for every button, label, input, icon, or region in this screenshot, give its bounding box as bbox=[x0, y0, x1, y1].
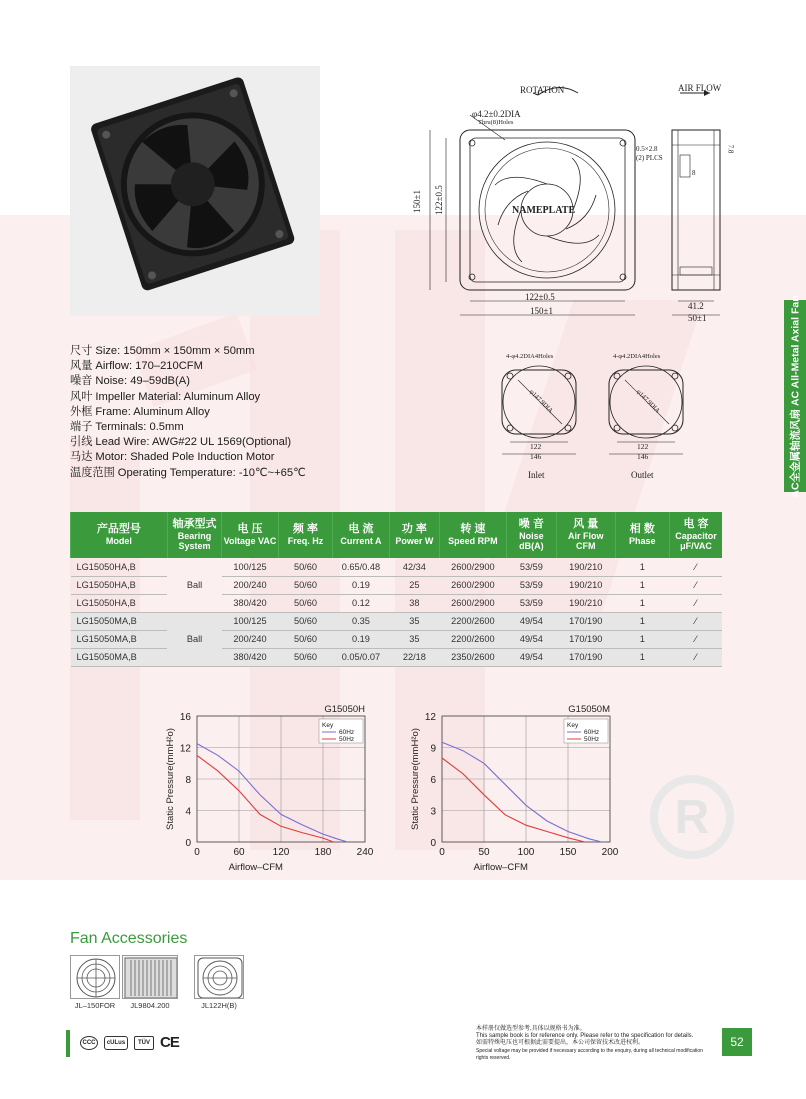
outlet-label: Outlet bbox=[631, 470, 654, 480]
spec-noise-en: Noise: 49–59dB(A) bbox=[95, 375, 190, 388]
spec-airflow bbox=[70, 359, 306, 374]
legend-label: 60Hz bbox=[584, 729, 600, 736]
inlet-dim-122: 122 bbox=[530, 442, 542, 451]
fan-product-photo bbox=[70, 66, 320, 316]
cell-noise: 53/59 bbox=[506, 558, 556, 576]
cell-power: 35 bbox=[389, 630, 439, 648]
cell-phase: 1 bbox=[615, 630, 669, 648]
cell-freq: 50/60 bbox=[278, 630, 332, 648]
legend-key: Key bbox=[322, 722, 334, 729]
accessory-item bbox=[194, 955, 244, 1010]
cell-noise: 49/54 bbox=[506, 612, 556, 630]
cell-voltage: 380/420 bbox=[222, 594, 278, 612]
th-airflow: 风 量 Air Flow CFM bbox=[557, 512, 615, 558]
spec-size-cn: 尺寸 bbox=[70, 345, 93, 357]
cell-noise: 53/59 bbox=[506, 594, 556, 612]
cell-freq: 50/60 bbox=[278, 594, 332, 612]
cell-speed: 2600/2900 bbox=[440, 576, 507, 594]
fan-guard-icon bbox=[70, 955, 120, 999]
x-tick-label: 240 bbox=[356, 847, 374, 858]
spec-frame-cn: 外框 bbox=[70, 405, 93, 418]
spec-frame-en: Frame: Aluminum Alloy bbox=[95, 405, 210, 418]
spec-size bbox=[70, 344, 306, 359]
cell-current: 0.05/0.07 bbox=[333, 648, 389, 666]
accessory-label: JL122H(B) bbox=[201, 1001, 237, 1010]
cell-capacitor: ⁄ bbox=[669, 648, 722, 666]
cell-freq: 50/60 bbox=[278, 612, 332, 630]
cell-phase: 1 bbox=[615, 576, 669, 594]
spec-list bbox=[70, 344, 306, 481]
cell-speed: 2600/2900 bbox=[440, 558, 507, 576]
cell-voltage: 200/240 bbox=[222, 630, 278, 648]
footnote-line: 本样册仅做选型参考,具体以规格书为准。 bbox=[476, 1026, 586, 1032]
y-tick-label: 4 bbox=[185, 806, 191, 818]
spec-airflow-en: Airflow: 170–210CFM bbox=[95, 360, 203, 373]
cell-airflow: 170/190 bbox=[557, 612, 615, 630]
cell-speed: 2350/2600 bbox=[440, 648, 507, 666]
spec-noise-cn: 噪音 bbox=[70, 375, 93, 388]
spec-impeller bbox=[70, 390, 306, 405]
th-voltage: 电 压 Voltage VAC bbox=[222, 512, 278, 558]
dim-41-2: 41.2 bbox=[688, 301, 704, 311]
y-axis-label: Static Pressure(mmH²o) bbox=[410, 728, 421, 830]
cell-phase: 1 bbox=[615, 612, 669, 630]
y-axis-label: Static Pressure(mmH²o) bbox=[165, 728, 176, 830]
y-tick-label: 3 bbox=[430, 806, 436, 818]
th-capacitor: 电 容 Capacitor μF/VAC bbox=[669, 512, 722, 558]
cell-current: 0.65/0.48 bbox=[333, 558, 389, 576]
watermark-registered-icon: R bbox=[650, 775, 734, 859]
cell-power: 25 bbox=[389, 576, 439, 594]
cell-freq: 50/60 bbox=[278, 558, 332, 576]
cell-voltage: 100/125 bbox=[222, 558, 278, 576]
spec-temperature bbox=[70, 466, 306, 481]
spec-lead-wire-en: Lead Wire: AWG#22 UL 1569(Optional) bbox=[95, 436, 292, 449]
cell-capacitor: ⁄ bbox=[669, 594, 722, 612]
fan-photo-image bbox=[70, 66, 320, 316]
th-power: 功 率 Power W bbox=[389, 512, 439, 558]
side-category-tab bbox=[784, 294, 806, 498]
y-tick-label: 0 bbox=[430, 838, 436, 849]
ce-icon: CE bbox=[160, 1034, 179, 1051]
x-tick-label: 100 bbox=[517, 847, 535, 858]
footnote-line: This sample book is for reference only. Please refer to the specification for details. bbox=[476, 1033, 694, 1040]
cell-power: 22/18 bbox=[389, 648, 439, 666]
front-view-svg bbox=[410, 75, 650, 325]
cell-airflow: 190/210 bbox=[557, 576, 615, 594]
page-number: 52 bbox=[722, 1028, 752, 1056]
spec-motor-en: Motor: Shaded Pole Induction Motor bbox=[95, 451, 275, 464]
legend-label: 50Hz bbox=[584, 736, 600, 743]
terminal-note-1: 0.5×2.8 bbox=[636, 145, 658, 153]
th-phase: 相 数 Phase bbox=[615, 512, 669, 558]
cell-noise: 49/54 bbox=[506, 648, 556, 666]
x-tick-label: 60 bbox=[233, 847, 245, 858]
y-tick-label: 12 bbox=[424, 712, 436, 723]
outlet-drawing bbox=[597, 350, 697, 480]
tuv-icon: TÜV bbox=[134, 1036, 154, 1050]
cert-accent-bar bbox=[66, 1030, 70, 1057]
table-row bbox=[71, 558, 723, 576]
spec-impeller-cn: 风叶 bbox=[70, 390, 93, 403]
front-view-drawing bbox=[410, 75, 650, 325]
spec-noise bbox=[70, 374, 306, 389]
fan-guard-svg bbox=[71, 956, 120, 999]
y-tick-label: 8 bbox=[185, 775, 191, 786]
cell-model: LG15050MA,B bbox=[71, 648, 168, 666]
spec-motor bbox=[70, 450, 306, 465]
cell-voltage: 200/240 bbox=[222, 576, 278, 594]
chart-g15050h-svg bbox=[160, 700, 380, 880]
chart-g15050m bbox=[405, 700, 635, 880]
cell-model: LG15050HA,B bbox=[71, 558, 168, 576]
spec-lead-wire bbox=[70, 435, 306, 450]
chart-g15050m-svg bbox=[405, 700, 635, 880]
cell-current: 0.19 bbox=[333, 630, 389, 648]
cell-power: 38 bbox=[389, 594, 439, 612]
legend-key: Key bbox=[567, 722, 579, 729]
cell-phase: 1 bbox=[615, 648, 669, 666]
spec-temperature-cn: 温度范围 bbox=[70, 466, 115, 479]
x-tick-label: 180 bbox=[314, 847, 332, 858]
inlet-holes-note: 4-φ4.2DIA4Holes bbox=[506, 353, 554, 360]
accessory-label: JL–150FOR bbox=[74, 1001, 116, 1010]
x-axis-label: Airflow–CFM bbox=[228, 862, 283, 873]
y-tick-label: 16 bbox=[179, 712, 191, 723]
accessory-item bbox=[122, 955, 178, 1010]
cell-current: 0.35 bbox=[333, 612, 389, 630]
series-line-50hz bbox=[197, 755, 334, 842]
th-current: 电 流 Current A bbox=[333, 512, 389, 558]
spec-terminals-en: Terminals: 0.5mm bbox=[95, 421, 184, 434]
dim-7-8: 7.8 bbox=[726, 144, 735, 154]
cell-capacitor: ⁄ bbox=[669, 612, 722, 630]
cell-airflow: 170/190 bbox=[557, 648, 615, 666]
cell-bearing: Ball bbox=[167, 612, 221, 666]
cell-noise: 49/54 bbox=[506, 630, 556, 648]
cell-voltage: 100/125 bbox=[222, 612, 278, 630]
x-tick-label: 120 bbox=[272, 847, 290, 858]
legend-label: 60Hz bbox=[339, 729, 355, 736]
x-axis-label: Airflow–CFM bbox=[473, 862, 528, 873]
outlet-dim-122: 122 bbox=[637, 442, 649, 451]
dim-122-left: 122±0.5 bbox=[434, 185, 444, 215]
table-header-row bbox=[71, 512, 723, 558]
chart-g15050h bbox=[160, 700, 380, 880]
outlet-holes-note: 4-φ4.2DIA4Holes bbox=[613, 353, 661, 360]
cell-model: LG15050HA,B bbox=[71, 576, 168, 594]
cell-airflow: 190/210 bbox=[557, 558, 615, 576]
dim-150-left: 150±1 bbox=[412, 190, 422, 213]
spec-size-en: Size: 150mm × 150mm × 50mm bbox=[95, 345, 255, 357]
cell-current: 0.12 bbox=[333, 594, 389, 612]
terminal-note-2: (2) PLCS bbox=[636, 154, 663, 162]
chart-title: G15050H bbox=[324, 704, 365, 715]
cell-freq: 50/60 bbox=[278, 648, 332, 666]
hole-note-1: φ4.2±0.2DIA bbox=[472, 109, 521, 119]
cell-noise: 53/59 bbox=[506, 576, 556, 594]
cell-model: LG15050MA,B bbox=[71, 612, 168, 630]
outlet-dim-146: 146 bbox=[637, 452, 649, 461]
footnote-line: Special voltage may be provided if necessary according to the enquiry, during all technical modification rights reserved. bbox=[476, 1047, 703, 1061]
cell-power: 42/34 bbox=[389, 558, 439, 576]
spec-terminals-cn: 端子 bbox=[70, 421, 93, 434]
x-tick-label: 0 bbox=[439, 847, 445, 858]
cell-capacitor: ⁄ bbox=[669, 576, 722, 594]
cell-speed: 2200/2600 bbox=[440, 630, 507, 648]
side-view-drawing bbox=[632, 75, 752, 325]
cell-speed: 2200/2600 bbox=[440, 612, 507, 630]
dim-8: 8 bbox=[692, 169, 696, 177]
cell-capacitor: ⁄ bbox=[669, 558, 722, 576]
cell-bearing: Ball bbox=[167, 558, 221, 612]
cell-voltage: 380/420 bbox=[222, 648, 278, 666]
air-flow-label: AIR FLOW bbox=[678, 83, 722, 93]
filter-icon bbox=[122, 955, 178, 999]
side-view-svg bbox=[632, 75, 752, 325]
x-tick-label: 200 bbox=[601, 847, 619, 858]
nameplate-label: NAMEPLATE bbox=[512, 205, 576, 216]
filter-svg bbox=[123, 956, 178, 999]
spec-table bbox=[70, 512, 722, 667]
cell-phase: 1 bbox=[615, 594, 669, 612]
series-line-60hz bbox=[442, 742, 602, 842]
cell-model: LG15050HA,B bbox=[71, 594, 168, 612]
cell-power: 35 bbox=[389, 612, 439, 630]
spec-temperature-en: Operating Temperature: -10℃~+65℃ bbox=[117, 466, 306, 479]
th-noise: 噪 音 Noise dB(A) bbox=[506, 512, 556, 558]
rotation-label: ROTATION bbox=[520, 85, 565, 95]
spec-terminals bbox=[70, 420, 306, 435]
footnote bbox=[476, 1026, 716, 1062]
th-speed: 转 速 Speed RPM bbox=[440, 512, 507, 558]
accessories-title: Fan Accessories bbox=[70, 930, 188, 947]
x-tick-label: 150 bbox=[559, 847, 577, 858]
dim-150-bottom: 150±1 bbox=[530, 306, 553, 316]
cell-speed: 2600/2900 bbox=[440, 594, 507, 612]
accessory-item bbox=[70, 955, 120, 1010]
inlet-dim-146: 146 bbox=[530, 452, 542, 461]
x-tick-label: 50 bbox=[478, 847, 490, 858]
certifications bbox=[80, 1034, 179, 1051]
legend-label: 50Hz bbox=[339, 736, 355, 743]
footnote-line: 如需特殊电压也可根据此需要提出，本公司保留技术改进权利。 bbox=[476, 1040, 645, 1047]
spec-frame bbox=[70, 405, 306, 420]
cell-freq: 50/60 bbox=[278, 576, 332, 594]
inlet-dia-note: φ147.9DIA bbox=[527, 388, 555, 415]
cell-current: 0.19 bbox=[333, 576, 389, 594]
dim-50: 50±1 bbox=[688, 313, 707, 323]
x-tick-label: 0 bbox=[194, 847, 200, 858]
th-model: 产品型号 Model bbox=[71, 512, 168, 558]
inlet-label: Inlet bbox=[528, 470, 545, 480]
y-tick-label: 6 bbox=[430, 775, 436, 786]
cell-airflow: 190/210 bbox=[557, 594, 615, 612]
cell-phase: 1 bbox=[615, 558, 669, 576]
accessory-label: JL9804.200 bbox=[130, 1001, 170, 1010]
outlet-dia-note: φ147.9DIA bbox=[634, 388, 662, 415]
dim-122-bottom: 122±0.5 bbox=[525, 292, 555, 302]
cell-model: LG15050MA,B bbox=[71, 630, 168, 648]
y-tick-label: 12 bbox=[179, 743, 191, 755]
spec-motor-cn: 马达 bbox=[70, 451, 93, 464]
ccc-icon: CCC bbox=[80, 1036, 98, 1050]
cell-airflow: 170/190 bbox=[557, 630, 615, 648]
finger-guard-icon bbox=[194, 955, 244, 999]
ul-icon: cULus bbox=[104, 1036, 128, 1050]
spec-airflow-cn: 风量 bbox=[70, 360, 93, 373]
chart-title: G15050M bbox=[568, 704, 610, 715]
side-tab-label: AC全金属轴流风扇 AC All-Metal Axial Fan bbox=[789, 294, 802, 498]
hole-note-2: Thru(8)Holes bbox=[478, 119, 514, 126]
y-tick-label: 9 bbox=[430, 743, 436, 755]
finger-guard-svg bbox=[195, 956, 244, 999]
series-line-60hz bbox=[197, 744, 348, 842]
th-bearing: 轴承型式 Bearing System bbox=[167, 512, 221, 558]
th-freq: 频 率 Freq. Hz bbox=[278, 512, 332, 558]
y-tick-label: 0 bbox=[185, 838, 191, 849]
inlet-drawing bbox=[490, 350, 590, 480]
spec-lead-wire-cn: 引线 bbox=[70, 436, 93, 449]
table-row bbox=[71, 612, 723, 630]
cell-capacitor: ⁄ bbox=[669, 630, 722, 648]
spec-impeller-en: Impeller Material: Aluminum Alloy bbox=[95, 390, 261, 403]
